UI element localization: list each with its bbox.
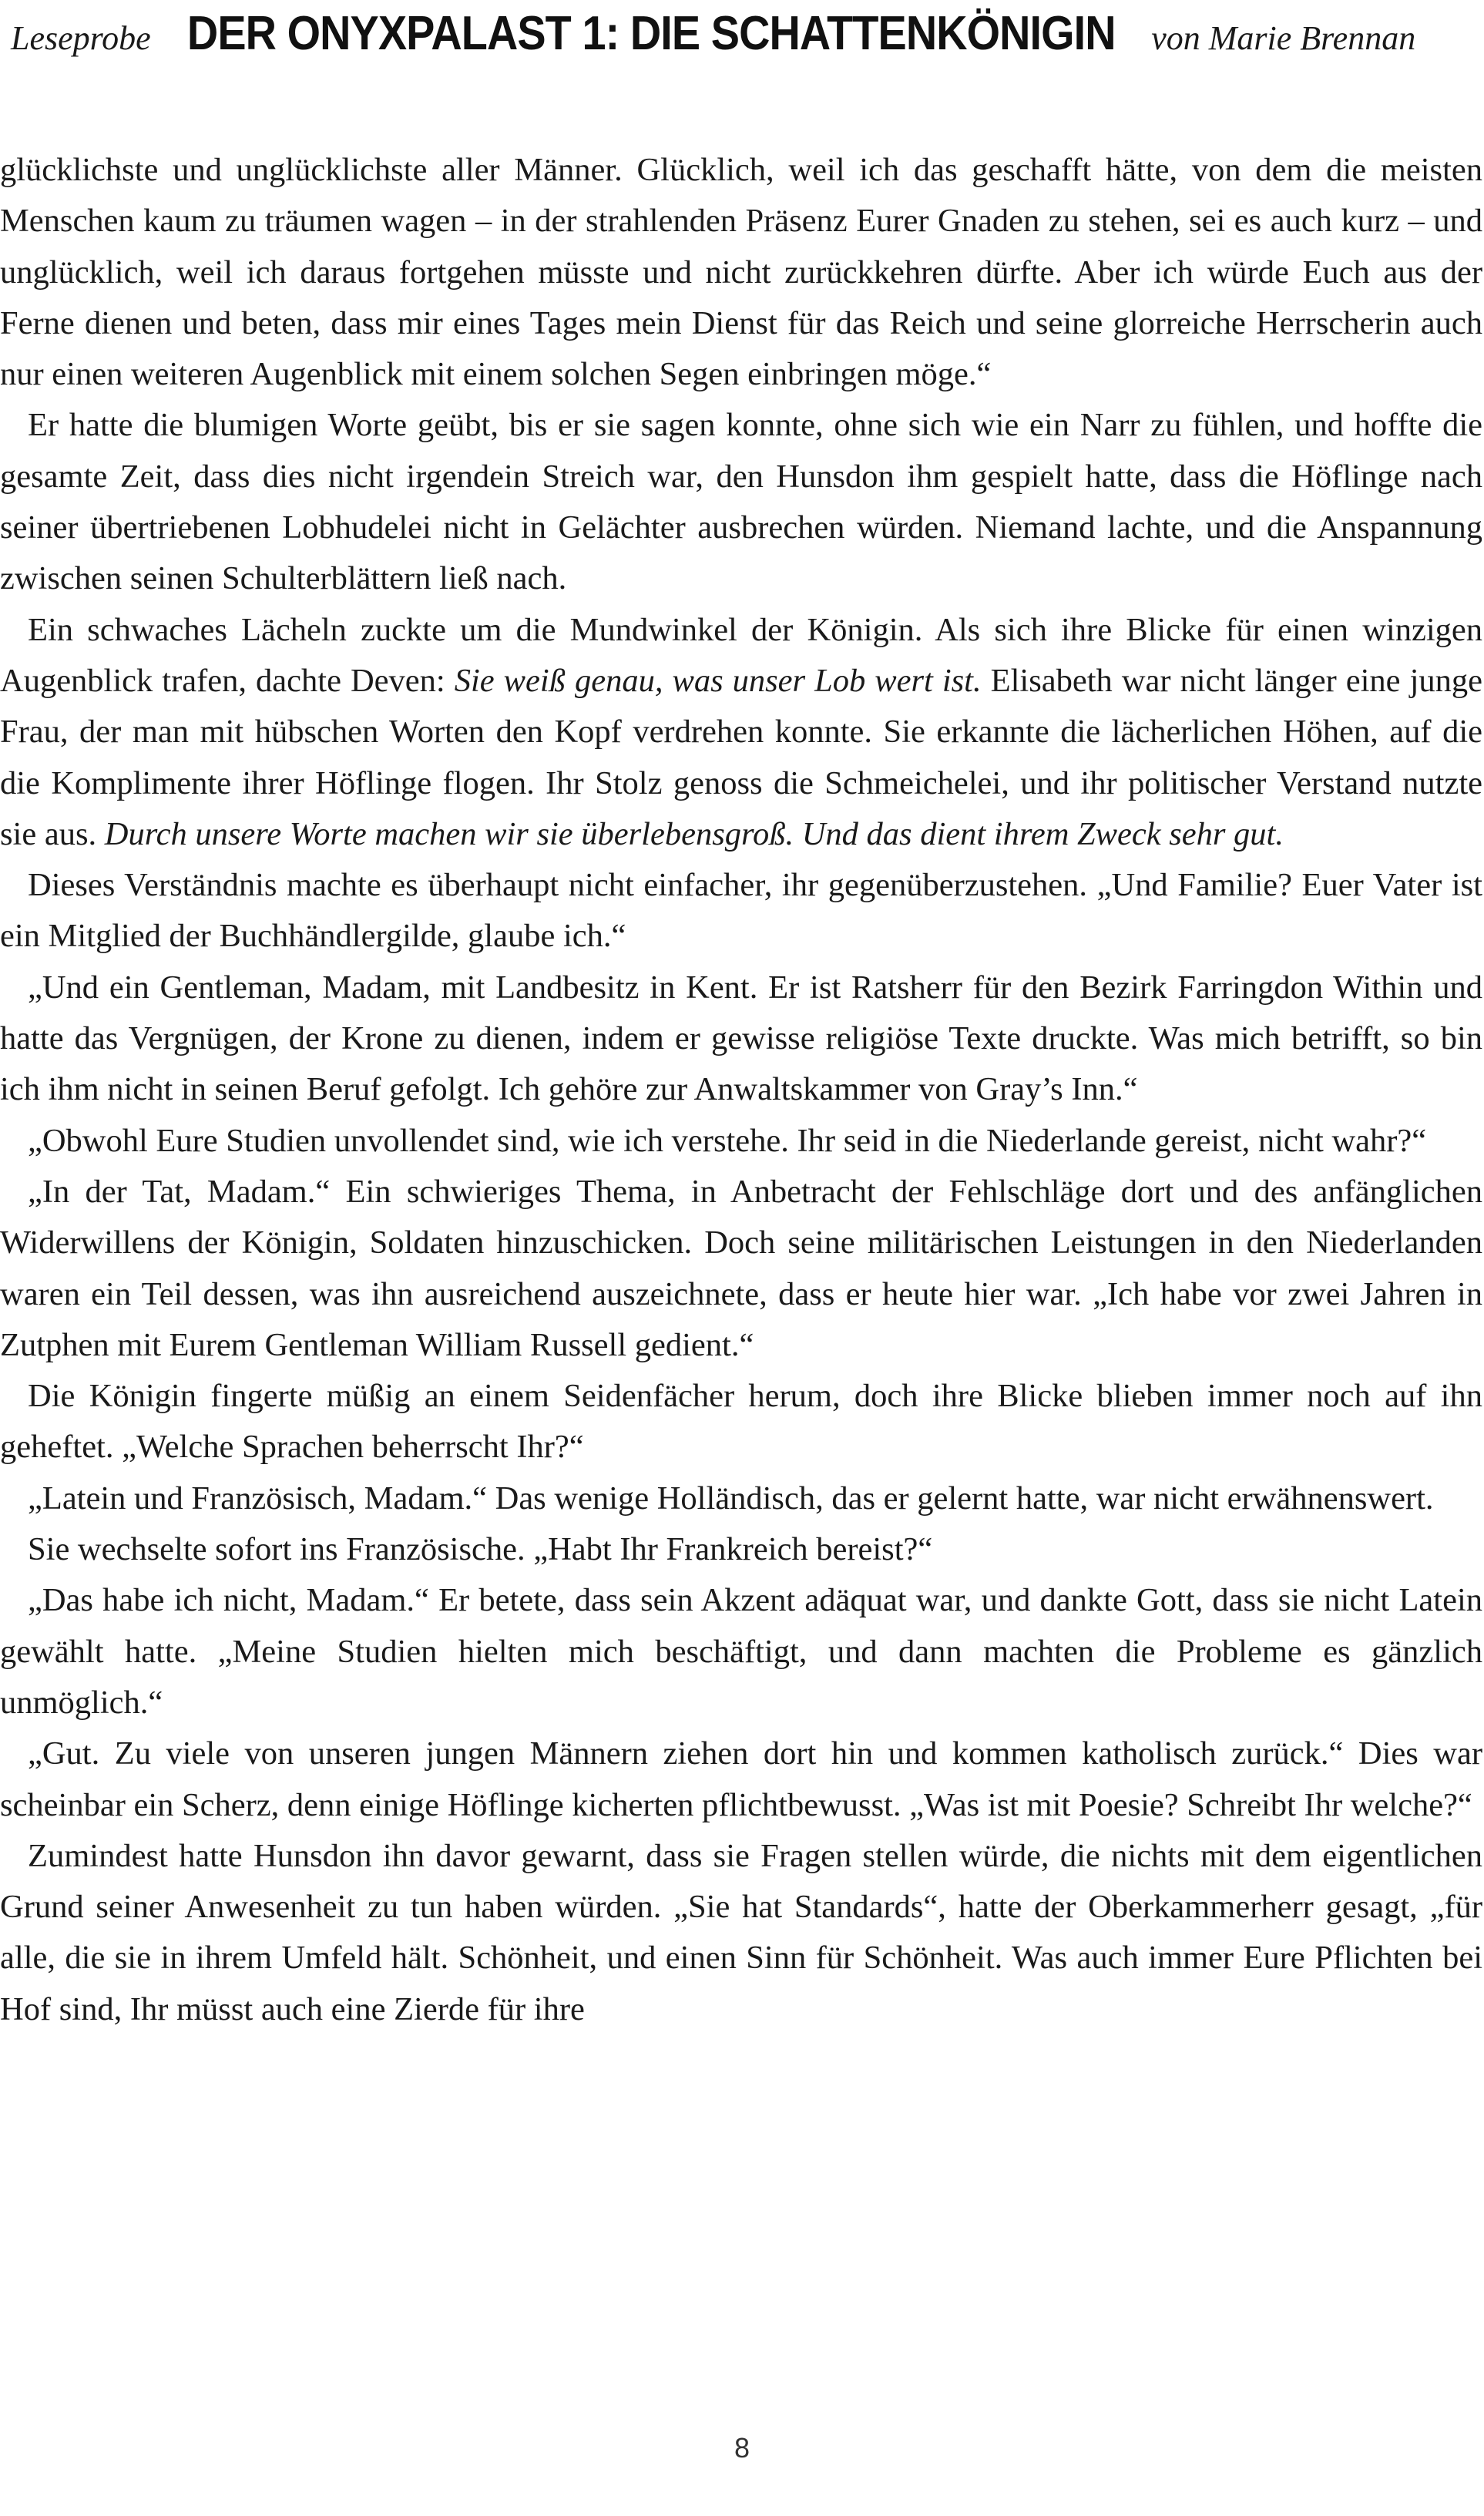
paragraph: „Gut. Zu viele von unseren jungen Männern ziehen dort hin und kommen katholisch zurück.“ Dies war scheinbar ein Scherz, denn einige Höflinge kicherten pflichtbewusst. „Was ist mit Poesie? Schreibt Ihr welche?“ — [0, 1735, 1482, 1823]
paragraph-segment: Elisabeth war nicht länger eine junge Frau, der man mit hübschen Worten den Kopf verdrehen konnte. Sie erkannte die lächerlichen Höhen, auf die die Komplimente ihrer Höflinge flogen. Ihr Stolz genoss die Schmeichelei, und ihr politischer Verstand nutzte sie aus. — [0, 662, 1482, 852]
paragraph: „In der Tat, Madam.“ Ein schwieriges Thema, in Anbetracht der Fehlschläge dort und des anfänglichen Widerwillens der Königin, Soldaten hinzuschicken. Doch seine militärischen Leistungen in den Niederlanden waren ein Teil dessen, was ihn ausreichend auszeichnete, dass er heute hier war. „Ich habe vor zwei Jahren in Zutphen mit Eurem Gentleman William Russell gedient.“ — [0, 1173, 1482, 1363]
header-label: Leseprobe — [11, 19, 151, 57]
paragraph: Die Königin fingerte müßig an einem Seidenfächer herum, doch ihre Blicke blieben immer noch auf ihn geheftet. „Welche Sprachen beherrscht Ihr?“ — [0, 1378, 1482, 1466]
paragraph: „Obwohl Eure Studien unvollendet sind, wie ich verstehe. Ihr seid in die Niederlande gereist, nicht wahr?“ — [28, 1122, 1427, 1159]
paragraph: Zumindest hatte Hunsdon ihn davor gewarnt, dass sie Fragen stellen würde, die nichts mit dem eigentlichen Grund seiner Anwesenheit zu tun haben würden. „Sie hat Standards“, hatte der Oberkammerherr gesagt, „für alle, die sie in ihrem Umfeld hält. Schönheit, und einen Sinn für Schönheit. Was auch immer Eure Pflichten bei Hof sind, Ihr müsst auch eine Zierde für ihre — [0, 1837, 1482, 2027]
paragraph: Er hatte die blumigen Worte geübt, bis er sie sagen konnte, ohne sich wie ein Narr zu fühlen, und hoffte die gesamte Zeit, dass dies nicht irgendein Streich war, den Hunsdon ihm gespielt hatte, dass die Höflinge nach seiner übertriebenen Lobhudelei nicht in Gelächter ausbrechen würden. Niemand lachte, und die Anspannung zwischen seinen Schulterblättern ließ nach. — [0, 407, 1482, 597]
paragraph: glücklichste und unglücklichste aller Männer. Glücklich, weil ich das geschafft hätte, von dem die meisten Menschen kaum zu träumen wagen – in der strahlenden Präsenz Eurer Gnaden zu stehen, sei es auch kurz – und unglücklich, weil ich daraus fortgehen müsste und nicht zurückkehren dürfte. Aber ich würde Euch aus der Ferne dienen und beten, dass mir eines Tages mein Dienst für das Reich und seine glorreiche Herrscherin auch nur einen weiteren Augenblick mit einem solchen Segen einbringen möge.“ — [0, 152, 1482, 393]
paragraph-segment: Ein schwaches Lächeln zuckte um die Mundwinkel der Königin. Als sich ihre Blicke für einen winzigen Augenblick trafen, dachte Deven: — [0, 611, 1482, 699]
paragraph — [0, 605, 1482, 860]
book-title: DER ONYXPALAST 1: DIE SCHATTENKÖNIGIN — [186, 7, 1116, 60]
page-body — [0, 145, 1482, 2035]
running-header — [11, 6, 1475, 68]
paragraph: „Und ein Gentleman, Madam, mit Landbesitz in Kent. Er ist Ratsherr für den Bezirk Farringdon Within und hatte das Vergnügen, der Krone zu dienen, indem er gewisse religiöse Texte druckte. Was mich betrifft, so bin ich ihm nicht in seinen Beruf gefolgt. Ich gehöre zur Anwaltskammer von Gray’s Inn.“ — [0, 969, 1482, 1108]
paragraph: „Das habe ich nicht, Madam.“ Er betete, dass sein Akzent adäquat war, und dankte Gott, dass sie nicht Latein gewählt hatte. „Meine Studien hielten mich beschäftigt, und dann machten die Probleme es gänzlich unmöglich.“ — [0, 1582, 1482, 1721]
italic-thought: Sie weiß genau, was unser Lob wert ist. — [454, 662, 982, 699]
page-number: 8 — [734, 2432, 750, 2464]
author-line: von Marie Brennan — [1151, 19, 1416, 57]
italic-thought: Durch unsere Worte machen wir sie überlebensgroß. Und das dient ihrem Zweck sehr gut. — [104, 815, 1284, 852]
paragraph: Dieses Verständnis machte es überhaupt nicht einfacher, ihr gegenüberzustehen. „Und Familie? Euer Vater ist ein Mitglied der Buchhändlergilde, glaube ich.“ — [0, 867, 1482, 955]
paragraph: „Latein und Französisch, Madam.“ Das wenige Holländisch, das er gelernt hatte, war nicht erwähnenswert. — [28, 1480, 1434, 1517]
paragraph: Sie wechselte sofort ins Französische. „Habt Ihr Frankreich bereist?“ — [28, 1531, 933, 1568]
